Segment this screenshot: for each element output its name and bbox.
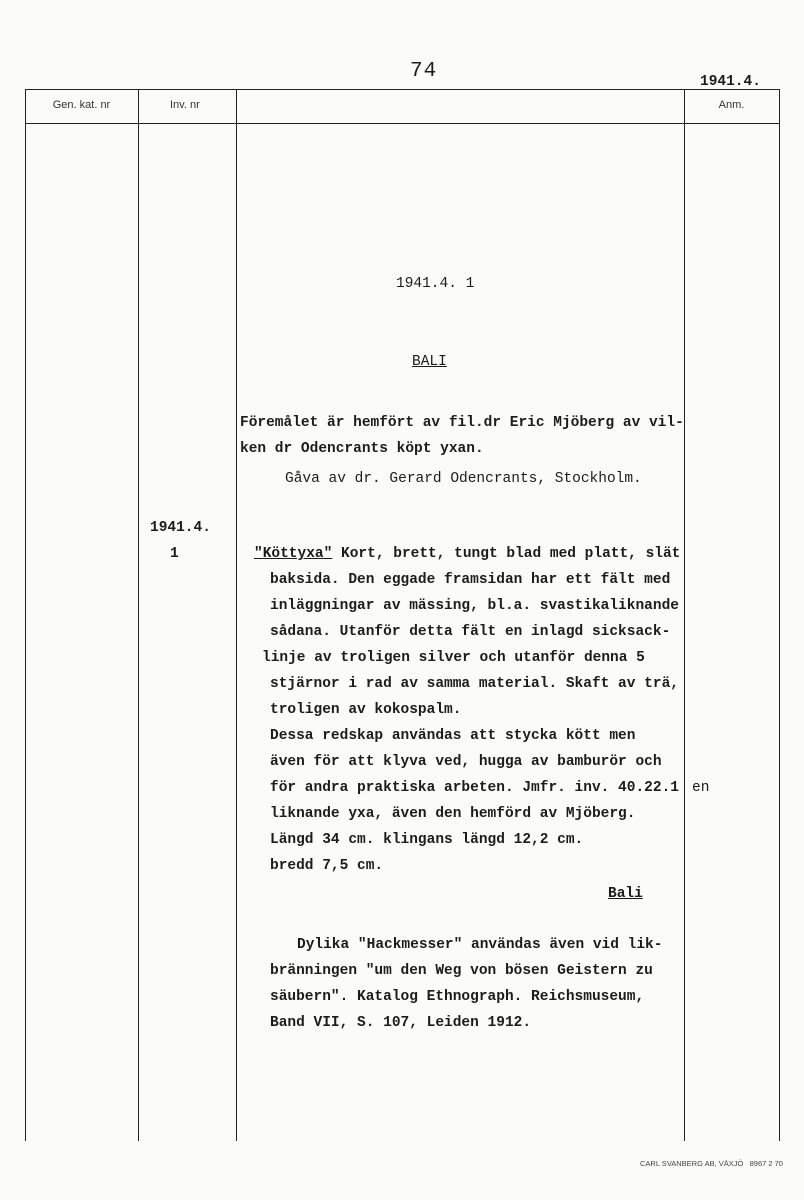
column-header-inv: Inv. nr: [170, 99, 200, 111]
accession-header: 1941.4.: [700, 74, 761, 90]
inv-text-divider: [236, 89, 237, 1141]
object-name: "Köttyxa": [254, 546, 333, 562]
inv-number: 1941.4.: [150, 520, 211, 536]
description: [270, 567, 679, 645]
description-line: för andra praktiska arbeten. Jmfr. inv. 40.22.1: [270, 780, 679, 796]
reference: [270, 958, 653, 1036]
inv-sub-number: 1: [170, 546, 179, 562]
gen-inv-divider: [138, 89, 139, 1141]
description-line: bredd 7,5 cm.: [270, 858, 384, 874]
origin-label: Bali: [608, 886, 643, 902]
margin-note: en: [692, 780, 710, 796]
description-line: baksida. Den eggade framsidan har ett fält med: [270, 572, 671, 588]
provenance-line: Föremålet är hemfört av fil.dr Eric Mjöberg av vil-: [240, 415, 684, 431]
reference-line: bränningen "um den Weg von bösen Geistern zu: [270, 963, 653, 979]
right-border: [779, 89, 780, 1141]
printer-footer: CARL SVANBERG AB, VÄXJÖ 8967 2 70: [640, 1159, 783, 1168]
left-border: [25, 89, 26, 1141]
reference-line: Dylika "Hackmesser" användas även vid lik-: [297, 937, 663, 953]
donor-line: Gåva av dr. Gerard Odencrants, Stockholm.: [285, 471, 642, 487]
description-line: inläggningar av mässing, bl.a. svastikaliknande: [270, 598, 679, 614]
column-header-anm: Anm.: [718, 99, 745, 111]
description-line: liknande yxa, även den hemförd av Mjöberg.: [270, 806, 636, 822]
provenance: [240, 410, 684, 462]
description-line: även för att klyva ved, hugga av bamburör och: [270, 754, 662, 770]
region-heading: BALI: [412, 354, 447, 370]
entry-number: 1941.4. 1: [396, 276, 475, 292]
reference-line: säubern". Katalog Ethnograph. Reichsmuseum,: [270, 989, 645, 1005]
column-header-gen-kat: Gen. kat. nr: [52, 99, 111, 111]
reference-line: Band VII, S. 107, Leiden 1912.: [270, 1015, 532, 1031]
description-line: Dessa redskap användas att stycka kött men: [270, 728, 636, 744]
page-number: 74: [410, 60, 438, 83]
description-first-text: Kort, brett, tungt blad med platt, slät: [332, 546, 681, 562]
text-anm-divider: [684, 89, 685, 1141]
provenance-line: ken dr Odencrants köpt yxan.: [240, 441, 484, 457]
description-continued: [270, 671, 679, 879]
description-first-line: [254, 541, 680, 567]
description-line: stjärnor i rad av samma material. Skaft av trä,: [270, 676, 679, 692]
description-line: troligen av kokospalm.: [270, 702, 462, 718]
description-line: linje av troligen silver och utanför denna 5: [262, 650, 645, 666]
description-line: sådana. Utanför detta fält en inlagd sicksack-: [270, 624, 671, 640]
description-line: Längd 34 cm. klingans längd 12,2 cm.: [270, 832, 584, 848]
